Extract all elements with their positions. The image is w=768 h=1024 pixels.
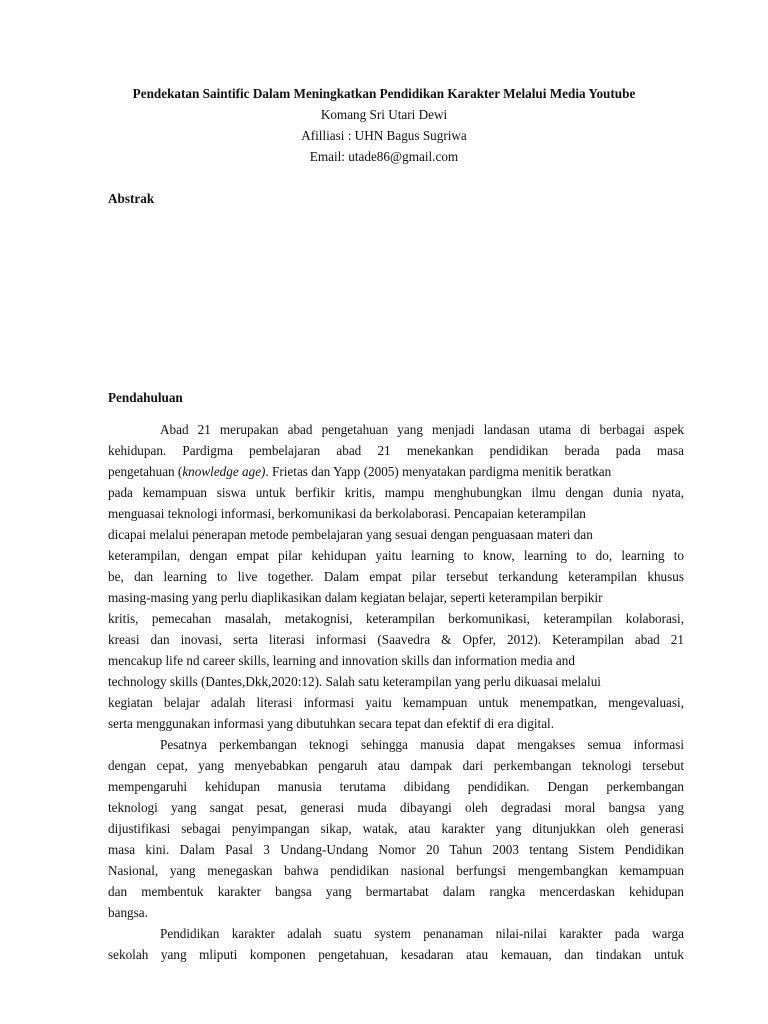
paragraph-line: menguasai teknologi informasi, berkomunikasi da berkolaborasi. Pencapaian keterampilan <box>108 506 586 521</box>
paragraph-line: Pendidikan karakter adalah suatu system penanaman nilai-nilai karakter pada warga <box>160 926 684 941</box>
text-segment: . Frietas dan Yapp (2005) menyatakan pardigma menitik beratkan <box>265 464 612 479</box>
paragraph-line: dijustifikasi sebagai penyimpangan sikap, watak, atau karakter yang ditunjukkan oleh generasi <box>108 821 684 836</box>
paper-title: Pendekatan Saintific Dalam Meningkatkan Pendidikan Karakter Melalui Media Youtube <box>132 86 636 101</box>
paragraph-line: be, dan learning to live together. Dalam empat pilar tersebut terkandung keterampilan khusus <box>108 569 684 584</box>
paragraph-line: kreasi dan inovasi, serta literasi informasi (Saavedra & Opfer, 2012). Keterampilan abad 21 <box>108 632 684 647</box>
paragraph-line: pada kemampuan siswa untuk berfikir kritis, mampu menghubungkan ilmu dengan dunia nyata, <box>108 485 684 500</box>
text-segment: pengetahuan ( <box>108 464 183 479</box>
abstract-heading: Abstrak <box>108 191 155 206</box>
italic-term: knowledge age) <box>182 464 266 479</box>
paragraph-line: Abad 21 merupakan abad pengetahuan yang menjadi landasan utama di berbagai aspek <box>160 422 684 437</box>
paragraph-line: kehidupan. Pardigma pembelajaran abad 21 menekankan pendidikan berada pada masa <box>108 443 684 458</box>
paragraph-line: dan membentuk karakter bangsa yang bermartabat dalam rangka mencerdaskan kehidupan <box>108 884 684 899</box>
paragraph-line: masing-masing yang perlu diaplikasikan dalam kegiatan belajar, seperti keterampilan berpikir <box>108 590 603 605</box>
author-affiliation: Afilliasi : UHN Bagus Sugriwa <box>301 128 467 143</box>
author-name: Komang Sri Utari Dewi <box>320 107 448 122</box>
paragraph-line: masa kini. Dalam Pasal 3 Undang-Undang Nomor 20 Tahun 2003 tentang Sistem Pendidikan <box>108 842 684 857</box>
paragraph-line: sekolah yang mliputi komponen pengetahuan, kesadaran atau kemauan, dan tindakan untuk <box>108 947 684 962</box>
paragraph-line: serta menggunakan informasi yang dibutuhkan secara tepat dan efektif di era digital. <box>108 716 555 731</box>
paragraph-line: kegiatan belajar adalah literasi informasi yaitu kemampuan untuk menempatkan, mengevaluasi, <box>108 695 684 710</box>
paragraph-line: dicapai melalui penerapan metode pembelajaran yang sesuai dengan penguasaan materi dan <box>108 527 593 542</box>
paragraph-line: technology skills (Dantes,Dkk,2020:12). Salah satu keterampilan yang perlu dikuasai melalui <box>108 674 601 689</box>
paragraph-line: Pesatnya perkembangan teknogi sehingga manusia dapat mengakses semua informasi <box>160 737 684 752</box>
intro-heading: Pendahuluan <box>108 390 183 405</box>
paragraph-line: teknologi yang sangat pesat, generasi muda dibayangi oleh degradasi moral bangsa yang <box>108 800 684 815</box>
author-email: Email: utade86@gmail.com <box>309 149 459 164</box>
paragraph-line: kritis, pemecahan masalah, metakognisi, keterampilan berkomunikasi, keterampilan kolaborasi, <box>108 611 684 626</box>
paragraph-line: keterampilan, dengan empat pilar kehidupan yaitu learning to know, learning to do, learning to <box>108 548 684 563</box>
paragraph-line: mencakup life nd career skills, learning and innovation skills dan information media and <box>108 653 575 668</box>
paragraph-line: mempengaruhi kehidupan manusia terutama dibidang pendidikan. Dengan perkembangan <box>108 779 684 794</box>
paragraph-line <box>108 464 611 480</box>
paragraph-line: bangsa. <box>108 905 148 920</box>
paragraph-line: Nasional, yang menegaskan bahwa pendidikan nasional berfungsi mengembangkan kemampuan <box>108 863 684 878</box>
paragraph-line: dengan cepat, yang menyebabkan pengaruh atau dampak dari perkembangan teknologi tersebut <box>108 758 684 773</box>
